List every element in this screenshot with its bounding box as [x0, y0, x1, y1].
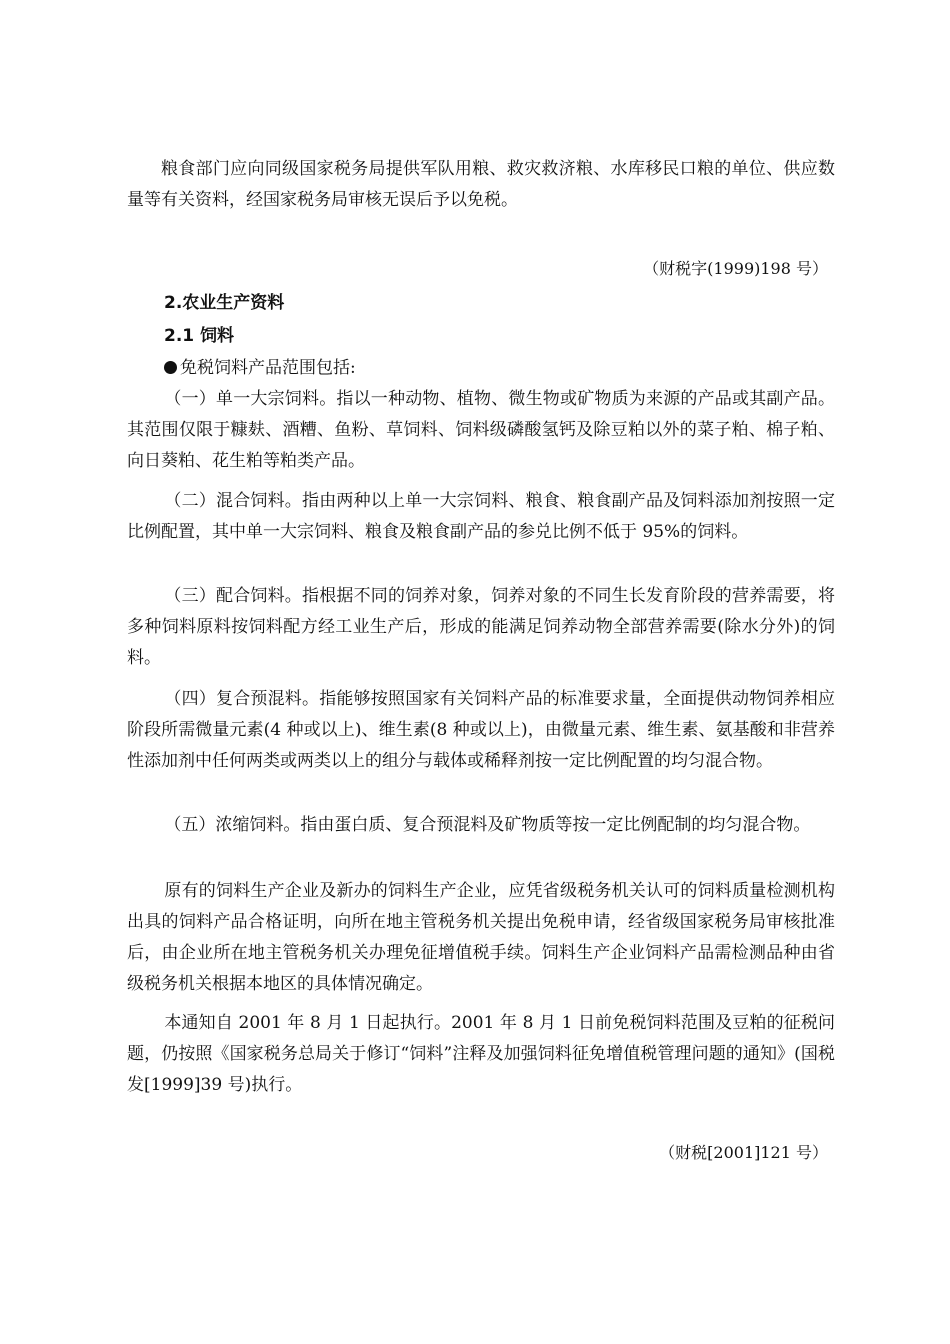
bullet-dot-icon [164, 361, 177, 374]
subsection-heading: 2.1 饲料 [164, 326, 235, 346]
paragraph-concentrate-feed: （五）浓缩饲料。指由蛋白质、复合预混料及矿物质等按一定比例配制的均匀混合物。 [164, 815, 811, 835]
paragraph-premix-feed: （四）复合预混料。指能够按照国家有关饲料产品的标准要求量，全面提供动物饲养相应阶段所需微量元素(4 种或以上)、维生素(8 种或以上)，由微量元素、维生素、氨基酸和非营养性添加剂中任何两类或两类以上的组分与载体或稀释剂按一定比例配置的均匀混合物。 [127, 689, 835, 771]
paragraph-single-feed: （一）单一大宗饲料。指以一种动物、植物、微生物或矿物质为来源的产品或其副产品。其范围仅限于糠麸、酒糟、鱼粉、草饲料、饲料级磷酸氢钙及除豆粕以外的菜子粕、棉子粕、向日葵粕、花生粕等粕类产品。 [127, 389, 835, 471]
intro-paragraph: 粮食部门应向同级国家税务局提供军队用粮、救灾救济粮、水库移民口粮的单位、供应数量等有关资料，经国家税务局审核无误后予以免税。 [127, 159, 835, 210]
paragraph-effective-date: 本通知自 2001 年 8 月 1 日起执行。2001 年 8 月 1 日前免税饲料范围及豆粕的征税问题，仍按照《国家税务总局关于修订“饲料”注释及加强饲料征免增值税管理问题的通知》(国税发[1999]39 号)执行。 [127, 1013, 835, 1095]
section-heading: 2.农业生产资料 [164, 293, 285, 313]
bullet-text: 免税饲料产品范围包括: [180, 358, 356, 378]
bullet-item [164, 353, 356, 383]
paragraph-mixed-feed: （二）混合饲料。指由两种以上单一大宗饲料、粮食、粮食副产品及饲料添加剂按照一定比例配置，其中单一大宗饲料、粮食及粮食副产品的参兑比例不低于 95%的饲料。 [127, 491, 835, 542]
reference-note: （财税[2001]121 号） [659, 1143, 828, 1162]
reference-note: （财税字(1999)198 号） [643, 259, 828, 278]
paragraph-application: 原有的饲料生产企业及新办的饲料生产企业，应凭省级税务机关认可的饲料质量检测机构出具的饲料产品合格证明，向所在地主管税务机关提出免税申请，经省级国家税务局审核批准后，由企业所在地主管税务机关办理免征增值税手续。饲料生产企业饲料产品需检测品种由省级税务机关根据本地区的具体情况确定。 [127, 881, 835, 994]
paragraph-compound-feed: （三）配合饲料。指根据不同的饲养对象，饲养对象的不同生长发育阶段的营养需要，将多种饲料原料按饲料配方经工业生产后，形成的能满足饲养动物全部营养需要(除水分外)的饲料。 [127, 586, 835, 668]
